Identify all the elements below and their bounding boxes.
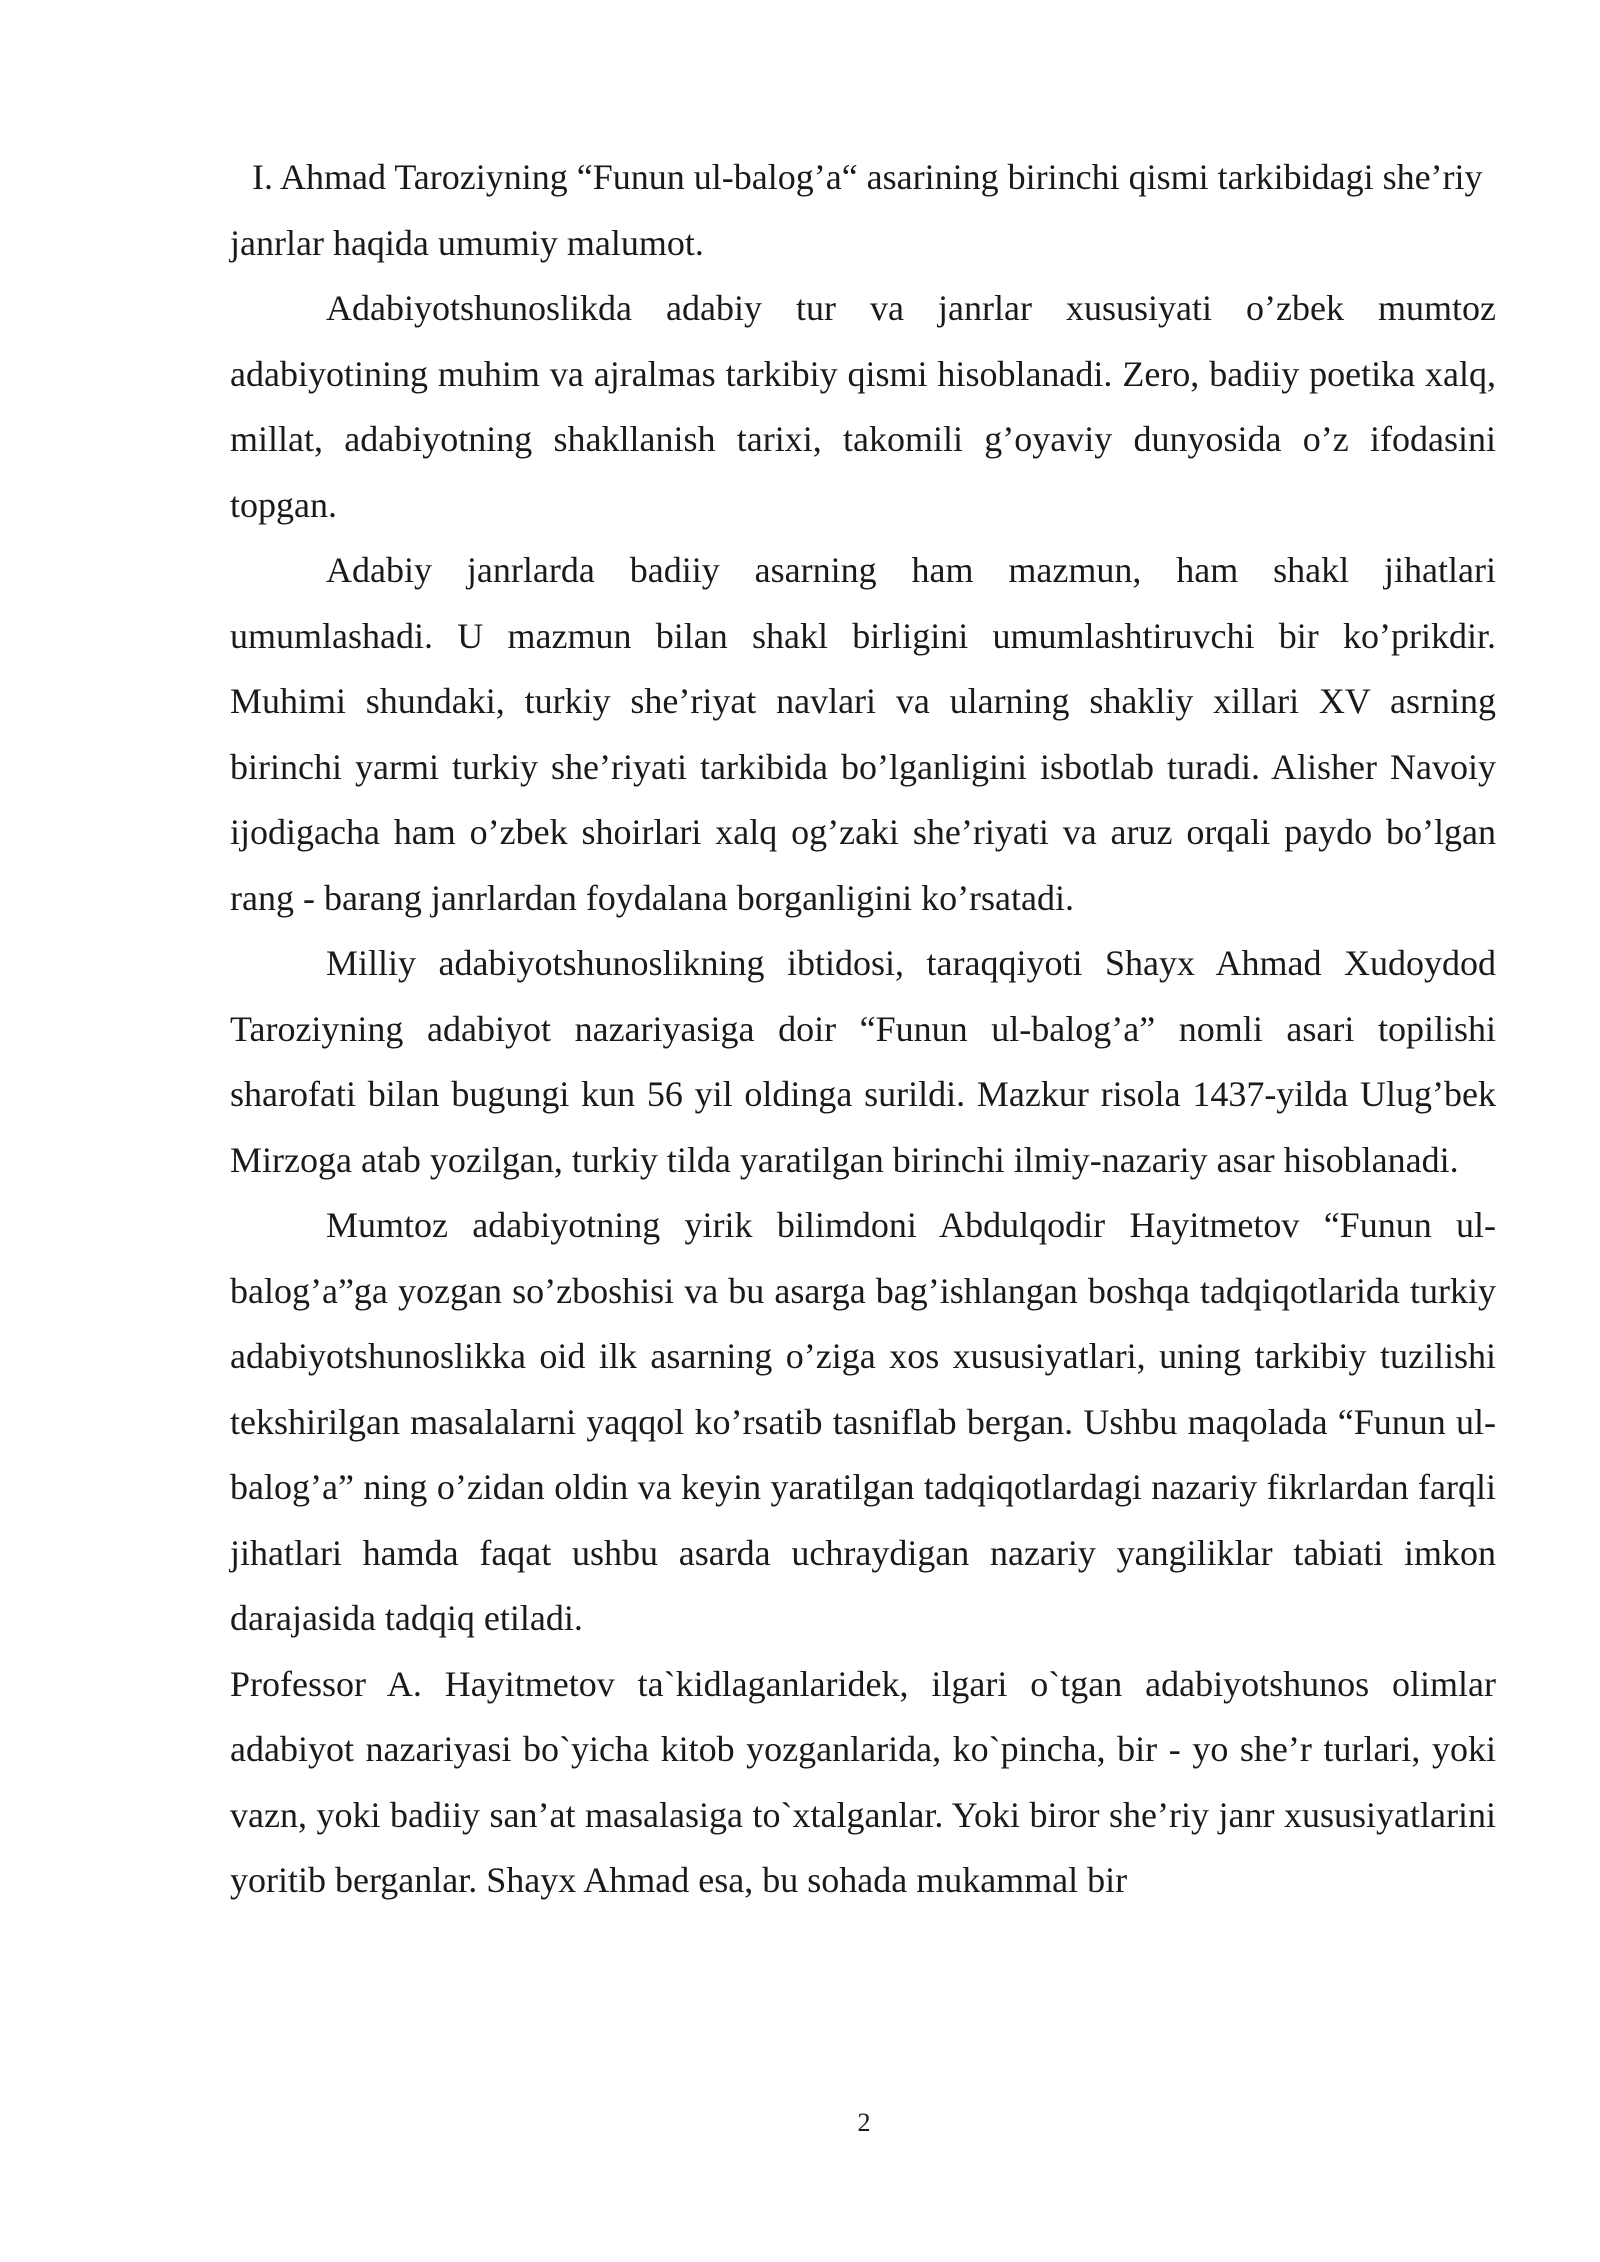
page-number: 2 xyxy=(857,2108,871,2137)
paragraph-5: Professor A. Hayitmetov ta`kidlaganlaridek, ilgari o`tgan adabiyotshunos olimlar adabiyot nazariyasi bo`yicha kitob yozganlarida, ko`pincha, bir - yo she’r turlari, yoki vazn, yoki badiiy san’at masalasiga to`xtalganlar. Yoki biror she’riy janr xususiyatlarini yoritib berganlar. Shayx Ahmad esa, bu sohada mukammal bir xyxy=(230,1663,1496,1900)
paragraph-2: Adabiy janrlarda badiiy asarning ham mazmun, ham shakl jihatlari umumlashadi. U mazmun bilan shakl birligini umumlashtiruvchi bir ko’prikdir. Muhimi shundaki, turkiy she’riyat navlari va ularning shakliy xillari XV asrning birinchi yarmi turkiy she’riyati tarkibida bo’lganligini isbotlab turadi. Alisher Navoiy ijodigacha ham o’zbek shoirlari xalq og’zaki she’riyati va aruz orqali paydo bo’lgan rang - barang janrlardan foydalana borganligini ko’rsatadi. xyxy=(230,550,1496,918)
document-page xyxy=(230,145,1496,1914)
paragraph-4: Mumtoz adabiyotning yirik bilimdoni Abdulqodir Hayitmetov “Funun ul-balog’a”ga yozgan so’zboshisi va bu asarga bag’ishlangan boshqa tadqiqotlarida turkiy adabiyotshunoslikka oid ilk asarning o’ziga xos xususiyatlari, uning tarkibiy tuzilishi tekshirilgan masalalarni yaqqol ko’rsatib tasniflab bergan. Ushbu maqolada “Funun ul-balog’a” ning o’zidan oldin va keyin yaratilgan tadqiqotlardagi nazariy fikrlardan farqli jihatlari hamda faqat ushbu asarda uchraydigan nazariy yangiliklar tabiati imkon darajasida tadqiq etiladi. xyxy=(230,1205,1496,1638)
section-heading: I. Ahmad Taroziyning “Funun ul-balog’a“ asarining birinchi qismi tarkibidagi she’riy janrlar haqida umumiy malumot. xyxy=(230,157,1483,263)
paragraph-3: Milliy adabiyotshunoslikning ibtidosi, taraqqiyoti Shayx Ahmad Xudoydod Taroziyning adabiyot nazariyasiga doir “Funun ul-balog’a” nomli asari topilishi sharofati bilan bugungi kun 56 yil oldinga surildi. Mazkur risola 1437-yilda Ulug’bek Mirzoga atab yozilgan, turkiy tilda yaratilgan birinchi ilmiy-nazariy asar hisoblanadi. xyxy=(230,943,1496,1180)
paragraph-1: Adabiyotshunoslikda adabiy tur va janrlar xususiyati o’zbek mumtoz adabiyotining muhim va ajralmas tarkibiy qismi hisoblanadi. Zero, badiiy poetika xalq, millat, adabiyotning shakllanish tarixi, takomili g’oyaviy dunyosida o’z ifodasini topgan. xyxy=(230,288,1496,525)
